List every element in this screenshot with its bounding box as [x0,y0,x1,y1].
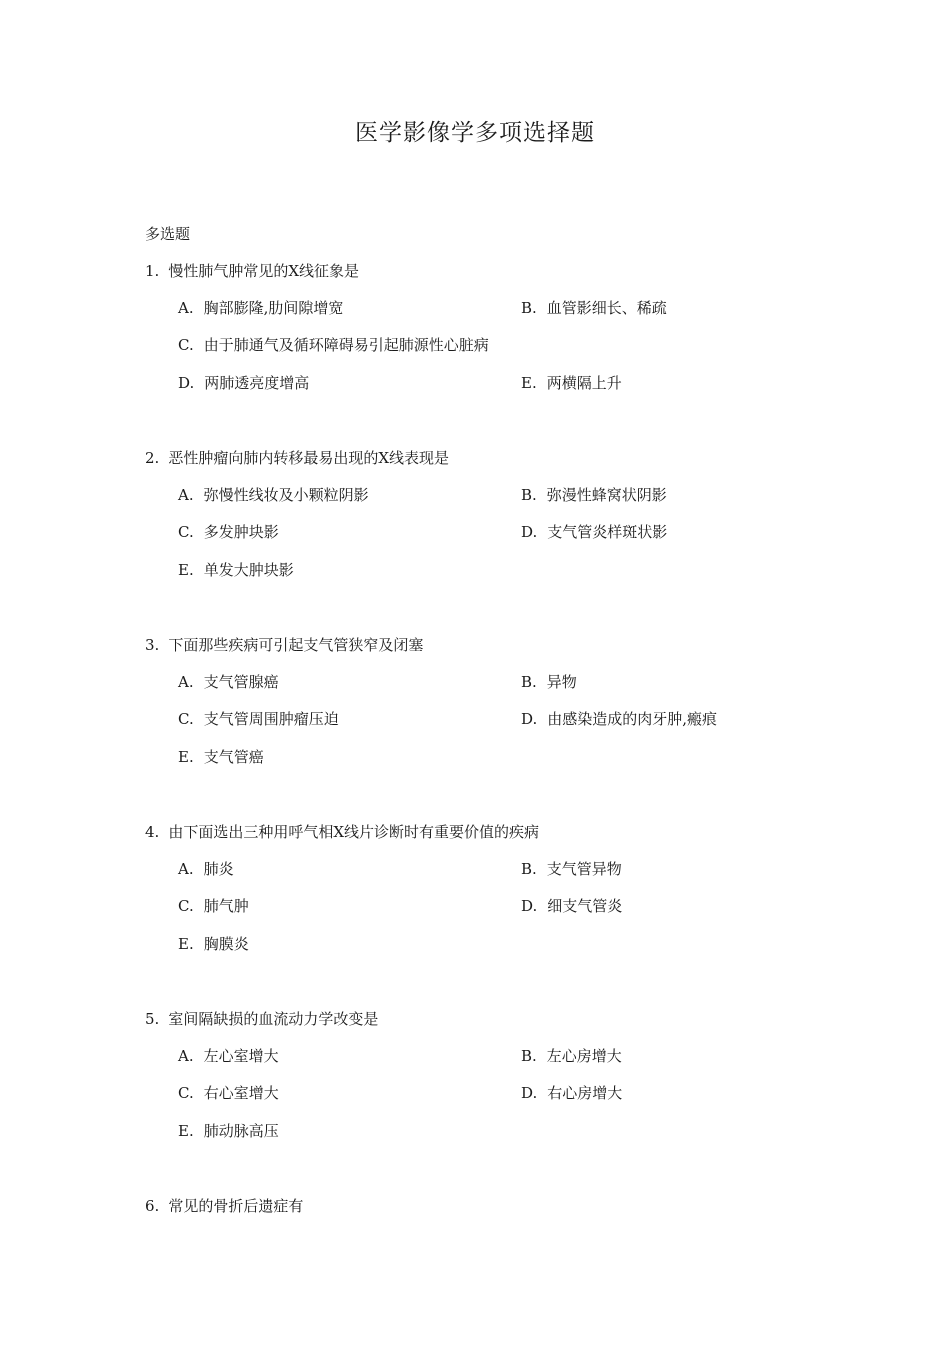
option-row [145,709,845,746]
option-list [145,1046,845,1158]
option-list [145,485,845,597]
option-b [521,672,577,692]
option-text: 胸部膨隆,肋间隙增宽 [203,299,344,317]
option-row [145,672,845,709]
option-e [178,934,249,954]
option-text: 支气管炎样斑状影 [547,523,668,542]
option-letter: B. [521,299,537,317]
question-6 [145,1196,845,1216]
question-number: 2. [145,449,160,467]
question-2 [145,448,845,597]
option-letter: C. [178,710,194,729]
option-text: 两横隔上升 [546,373,622,392]
option-row [145,1121,845,1158]
question-number: 1. [145,262,160,280]
option-b [521,298,667,318]
option-letter: A. [178,673,194,691]
question-text: 恶性肿瘤向肺内转移最易出现的X线表现是 [168,449,449,467]
question-number: 5. [145,1010,160,1028]
option-text: 左心房增大 [546,1047,622,1065]
option-c [178,522,279,542]
option-row [145,1046,845,1083]
option-letter: A. [178,486,194,504]
question-number: 4. [145,823,160,841]
option-letter: D. [178,373,195,392]
question-4 [145,822,845,971]
option-text: 支气管异物 [546,860,622,878]
option-row [145,485,845,522]
option-text: 支气管腺癌 [203,673,279,691]
option-letter: A. [178,299,194,317]
option-a [178,859,234,879]
option-text: 肺炎 [203,860,234,878]
option-letter: D. [521,1084,538,1103]
option-text: 支气管癌 [203,747,264,766]
option-b [521,485,667,505]
option-e [521,373,622,393]
option-letter: C. [178,336,194,355]
question-stem [145,1009,845,1029]
question-5 [145,1009,845,1158]
option-row [145,335,845,372]
option-letter: C. [178,523,194,542]
section-label: 多选题 [145,225,191,243]
option-text: 右心房增大 [547,1084,623,1103]
option-text: 单发大肿块影 [203,560,294,579]
question-stem [145,635,845,655]
option-b [521,1046,622,1066]
option-text: 由感染造成的肉牙肿,瘢痕 [547,710,718,729]
option-e [178,747,264,767]
option-d [521,896,622,916]
option-row [145,896,845,933]
option-letter: E. [178,560,194,579]
option-a [178,485,369,505]
option-letter: C. [178,897,194,916]
option-text: 异物 [546,673,577,691]
question-number: 6. [145,1197,160,1215]
question-stem [145,1196,845,1216]
option-d [521,1083,622,1103]
option-a [178,672,279,692]
option-text: 肺动脉高压 [203,1121,279,1140]
option-letter: B. [521,486,537,504]
option-text: 弥慢性线妆及小颗粒阴影 [203,486,369,504]
option-b [521,859,622,879]
option-text: 支气管周围肿瘤压迫 [203,710,339,729]
question-text: 下面那些疾病可引起支气管狭窄及闭塞 [168,636,424,654]
option-letter: B. [521,860,537,878]
question-3 [145,635,845,784]
option-letter: E. [178,747,194,766]
option-text: 由于肺通气及循环障碍易引起肺源性心脏病 [203,336,489,355]
option-text: 细支气管炎 [547,897,623,916]
option-c [178,335,489,355]
question-stem [145,822,845,842]
option-d [521,522,667,542]
option-a [178,1046,279,1066]
question-text: 室间隔缺损的血流动力学改变是 [168,1010,379,1028]
option-c [178,896,249,916]
option-text: 左心室增大 [203,1047,279,1065]
option-text: 右心室增大 [203,1084,279,1103]
option-list [145,298,845,410]
option-letter: D. [521,710,538,729]
option-text: 胸膜炎 [203,934,249,953]
question-number: 3. [145,636,160,654]
question-text: 常见的骨折后遗症有 [168,1197,304,1215]
option-e [178,560,294,580]
option-row [145,298,845,335]
option-text: 弥漫性蜂窝状阴影 [546,486,667,504]
question-1 [145,261,845,410]
option-letter: D. [521,523,538,542]
option-letter: B. [521,673,537,691]
document-title: 医学影像学多项选择题 [355,120,595,146]
option-row [145,373,845,410]
question-text: 由下面选出三种用呼气相X线片诊断时有重要价值的疾病 [168,823,539,841]
option-c [178,709,339,729]
option-letter: E. [521,373,537,392]
option-text: 血管影细长、稀疏 [546,299,667,317]
option-text: 肺气肿 [203,897,249,916]
option-letter: B. [521,1047,537,1065]
option-row [145,522,845,559]
option-row [145,1083,845,1120]
option-d [521,709,717,729]
option-list [145,859,845,971]
option-text: 两肺透亮度增高 [204,373,310,392]
option-row [145,747,845,784]
option-letter: A. [178,1047,194,1065]
option-e [178,1121,279,1141]
option-letter: A. [178,860,194,878]
question-stem [145,448,845,468]
option-letter: E. [178,1121,194,1140]
option-c [178,1083,279,1103]
option-a [178,298,343,318]
option-letter: C. [178,1084,194,1103]
option-letter: D. [521,897,538,916]
option-list [145,672,845,784]
option-row [145,859,845,896]
option-letter: E. [178,934,194,953]
option-row [145,560,845,597]
question-text: 慢性肺气肿常见的X线征象是 [168,262,359,280]
option-d [178,373,309,393]
option-text: 多发肿块影 [203,523,279,542]
option-row [145,934,845,971]
question-stem [145,261,845,281]
